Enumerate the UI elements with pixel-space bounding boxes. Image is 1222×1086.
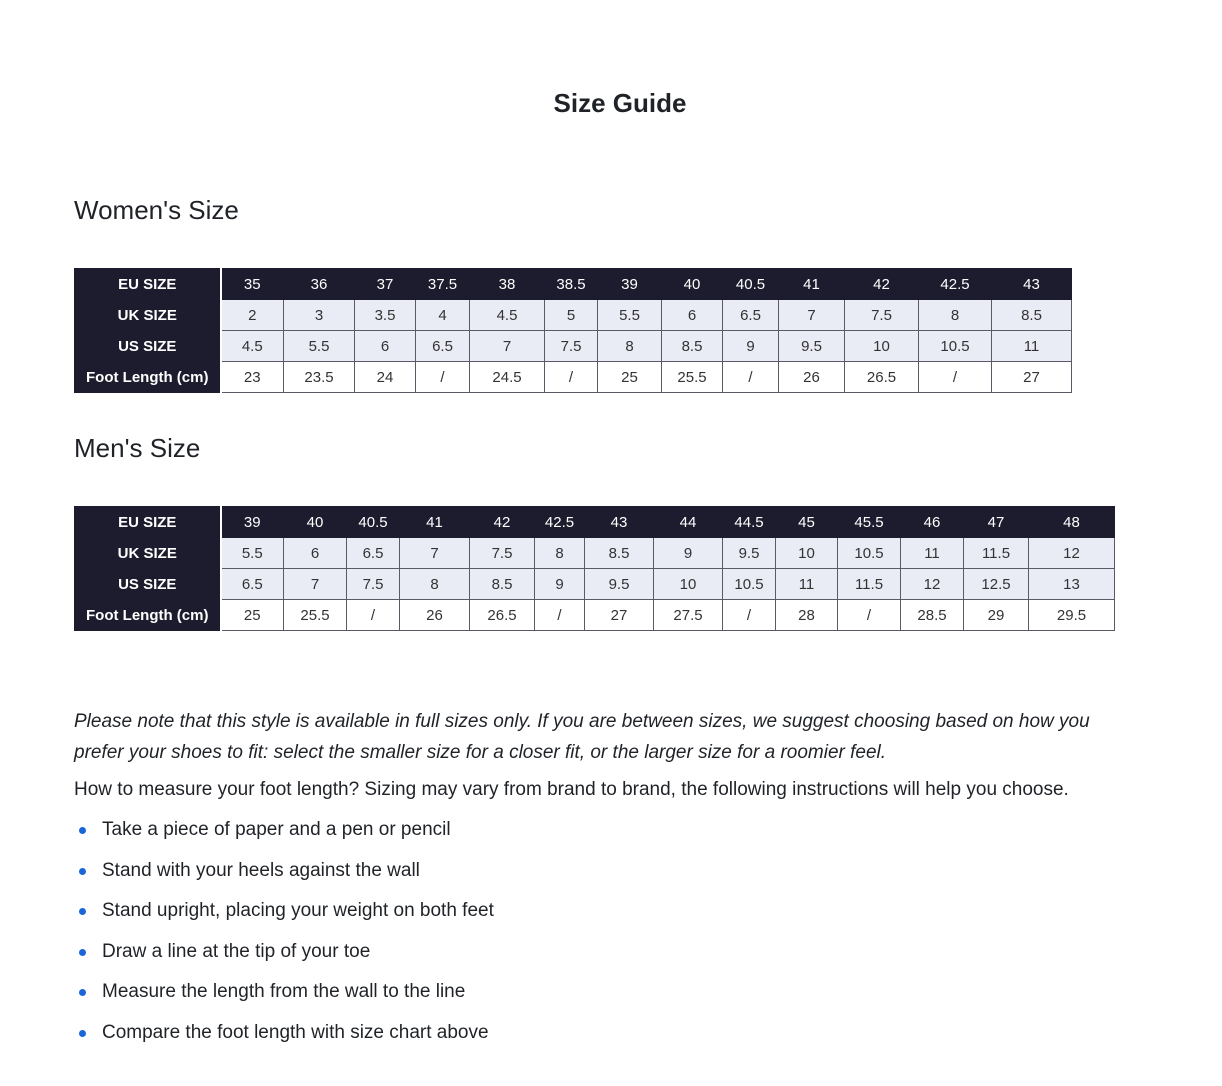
table-cell: 45.5 [838,507,901,538]
table-cell: 4 [416,300,470,331]
page-title: Size Guide [553,88,687,118]
womens-size-table [74,268,1072,393]
table-cell: 37 [355,269,416,300]
womens-size-title: Women's Size [74,195,239,225]
table-cell: / [545,362,598,393]
table-cell: 45 [776,507,838,538]
table-cell: 9 [535,569,585,600]
table-cell: 6 [284,538,347,569]
table-cell: 25.5 [662,362,723,393]
table-cell: 25 [598,362,662,393]
table-cell: 39 [221,507,284,538]
table-cell: / [347,600,400,631]
table-row [75,507,1115,538]
table-cell: 10.5 [723,569,776,600]
table-cell: 8.5 [992,300,1072,331]
table-cell: 29 [964,600,1029,631]
table-cell: 8 [919,300,992,331]
table-cell: / [838,600,901,631]
table-cell: 6 [662,300,723,331]
table-cell: 5.5 [284,331,355,362]
table-cell: 11 [776,569,838,600]
list-item [74,857,494,898]
table-cell: 43 [585,507,654,538]
list-item [74,978,494,1019]
table-cell: 10 [654,569,723,600]
table-cell: 10.5 [838,538,901,569]
table-cell: 40.5 [723,269,779,300]
table-cell: 3.5 [355,300,416,331]
table-cell: 37.5 [416,269,470,300]
table-cell: 9.5 [585,569,654,600]
table-cell: 9.5 [779,331,845,362]
table-cell: 7 [779,300,845,331]
table-cell: 28.5 [901,600,964,631]
table-cell: 8.5 [662,331,723,362]
table-cell: 5.5 [598,300,662,331]
list-item [74,938,494,979]
table-cell: / [919,362,992,393]
mens-size-table-body [75,507,1115,631]
bullet-icon [79,868,86,875]
step-text: Take a piece of paper and a pen or pencil [102,819,451,840]
table-cell: 4.5 [470,300,545,331]
table-row [75,600,1115,631]
table-cell: 7.5 [347,569,400,600]
list-item [74,816,494,857]
table-cell: 46 [901,507,964,538]
table-cell: 2 [221,300,284,331]
bullet-icon [79,989,86,996]
bullet-icon [79,949,86,956]
row-label: Foot Length (cm) [75,600,221,631]
table-cell: 8.5 [585,538,654,569]
table-cell: 9.5 [723,538,776,569]
mens-size-table [74,506,1115,631]
table-cell: 5 [545,300,598,331]
list-item [74,1019,494,1060]
table-cell: 42.5 [535,507,585,538]
table-cell: 27 [992,362,1072,393]
table-cell: 6.5 [416,331,470,362]
table-cell: 41 [779,269,845,300]
row-label: UK SIZE [75,538,221,569]
table-cell: 6 [355,331,416,362]
table-cell: 44.5 [723,507,776,538]
table-cell: / [535,600,585,631]
table-cell: 28 [776,600,838,631]
table-cell: 42 [470,507,535,538]
table-cell: 8 [598,331,662,362]
table-cell: 11.5 [964,538,1029,569]
bullet-icon [79,908,86,915]
step-text: Measure the length from the wall to the line [102,981,466,1003]
table-cell: 42.5 [919,269,992,300]
table-cell: 3 [284,300,355,331]
bullet-icon [79,827,86,834]
row-label: UK SIZE [75,300,221,331]
table-cell: 36 [284,269,355,300]
table-cell: 12 [901,569,964,600]
table-cell: 10 [776,538,838,569]
table-cell: 11.5 [838,569,901,600]
table-cell: 26.5 [470,600,535,631]
table-row [75,569,1115,600]
table-cell: 24 [355,362,416,393]
table-cell: 25 [221,600,284,631]
table-cell: 38 [470,269,545,300]
table-cell: 12.5 [964,569,1029,600]
list-item [74,897,494,938]
table-cell: 7 [400,538,470,569]
table-cell: 7.5 [470,538,535,569]
table-cell: 12 [1029,538,1115,569]
table-cell: 7.5 [845,300,919,331]
table-cell: 7 [470,331,545,362]
table-cell: 40.5 [347,507,400,538]
table-cell: 7.5 [545,331,598,362]
table-cell: 27.5 [654,600,723,631]
row-label: EU SIZE [75,269,221,300]
table-row [75,269,1072,300]
table-cell: 9 [723,331,779,362]
table-cell: 6.5 [723,300,779,331]
table-cell: 6.5 [221,569,284,600]
table-cell: 8 [400,569,470,600]
step-text: Stand upright, placing your weight on both feet [102,900,494,922]
womens-size-table-body [75,269,1072,393]
table-cell: 26 [400,600,470,631]
step-text: Compare the foot length with size chart above [102,1021,489,1043]
table-cell: 11 [992,331,1072,362]
table-cell: 29.5 [1029,600,1115,631]
table-cell: 27 [585,600,654,631]
table-cell: 11 [901,538,964,569]
row-label: US SIZE [75,569,221,600]
table-cell: 13 [1029,569,1115,600]
table-cell: 8 [535,538,585,569]
measure-intro: How to measure your foot length? Sizing may vary from brand to brand, the following instructions will help you choose. [74,779,1069,800]
measure-steps-list [74,816,494,1060]
table-cell: / [723,600,776,631]
mens-size-title: Men's Size [74,433,201,463]
table-cell: 23.5 [284,362,355,393]
table-cell: 26.5 [845,362,919,393]
table-row [75,331,1072,362]
table-cell: 38.5 [545,269,598,300]
bullet-icon [79,1030,86,1037]
step-text: Stand with your heels against the wall [102,859,420,881]
table-cell: 9 [654,538,723,569]
full-sizes-note: Please note that this style is available in full sizes only. If you are between sizes, we suggest choosing based on how you prefer your shoes to fit: select the smaller size for a closer fit, or the larger size for a roomier feel. [74,711,1090,763]
table-cell: 25.5 [284,600,347,631]
table-cell: 40 [284,507,347,538]
table-cell: 35 [221,269,284,300]
row-label: EU SIZE [75,507,221,538]
table-row [75,538,1115,569]
table-row [75,300,1072,331]
table-cell: 7 [284,569,347,600]
table-cell: 10.5 [919,331,992,362]
table-cell: 43 [992,269,1072,300]
row-label: US SIZE [75,331,221,362]
step-text: Draw a line at the tip of your toe [102,940,371,962]
table-cell: 40 [662,269,723,300]
table-row [75,362,1072,393]
table-cell: 8.5 [470,569,535,600]
table-cell: / [723,362,779,393]
table-cell: 39 [598,269,662,300]
table-cell: 48 [1029,507,1115,538]
table-cell: 5.5 [221,538,284,569]
table-cell: 26 [779,362,845,393]
table-cell: 10 [845,331,919,362]
table-cell: 47 [964,507,1029,538]
table-cell: 4.5 [221,331,284,362]
table-cell: 41 [400,507,470,538]
table-cell: / [416,362,470,393]
row-label: Foot Length (cm) [75,362,221,393]
table-cell: 24.5 [470,362,545,393]
table-cell: 44 [654,507,723,538]
table-cell: 6.5 [347,538,400,569]
table-cell: 42 [845,269,919,300]
table-cell: 23 [221,362,284,393]
